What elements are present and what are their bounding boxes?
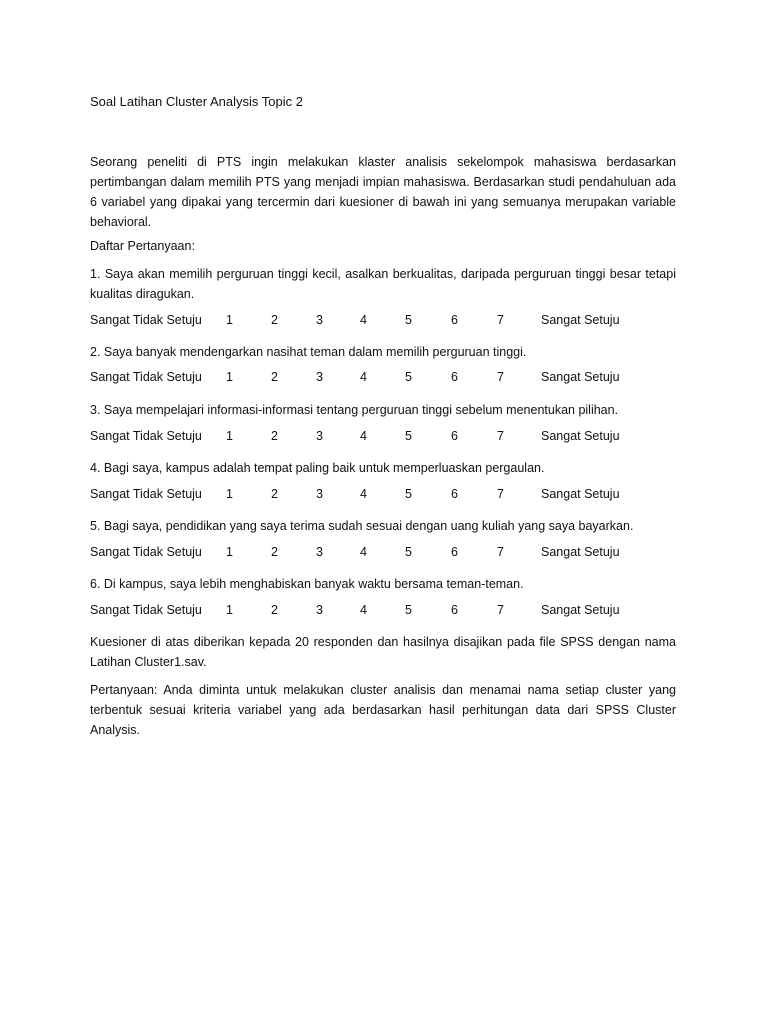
scale-option-1: 1 [226, 545, 233, 559]
question-3: 3. Saya mempelajari informasi-informasi tentang perguruan tinggi sebelum menentukan pilihan. [90, 403, 619, 417]
scale-left-label: Sangat Tidak Setuju [90, 487, 202, 501]
scale-option-6: 6 [451, 603, 458, 617]
scale-right-label: Sangat Setuju [541, 313, 620, 327]
scale-option-3: 3 [316, 370, 323, 384]
likert-scale-5 [90, 545, 650, 565]
scale-option-1: 1 [226, 487, 233, 501]
scale-option-1: 1 [226, 429, 233, 443]
scale-left-label: Sangat Tidak Setuju [90, 370, 202, 384]
likert-scale-2 [90, 370, 650, 390]
intro-paragraph: Seorang peneliti di PTS ingin melakukan klaster analisis sekelompok mahasiswa berdasarkan pertimbangan dalam memilih PTS yang menjadi impian mahasiswa. Berdasarkan studi pendahuluan ada 6 variabel yang dipakai yang tercermin dari kuesioner di bawah ini yang semuanya merupakan variable behavioral. [90, 155, 676, 229]
scale-option-2: 2 [271, 603, 278, 617]
scale-option-2: 2 [271, 313, 278, 327]
scale-option-4: 4 [360, 545, 367, 559]
scale-option-6: 6 [451, 313, 458, 327]
scale-option-7: 7 [497, 313, 504, 327]
scale-option-4: 4 [360, 603, 367, 617]
document-title: Soal Latihan Cluster Analysis Topic 2 [90, 94, 303, 109]
question-2: 2. Saya banyak mendengarkan nasihat teman dalam memilih perguruan tinggi. [90, 345, 527, 359]
scale-option-5: 5 [405, 487, 412, 501]
scale-option-1: 1 [226, 603, 233, 617]
scale-option-5: 5 [405, 370, 412, 384]
questions-heading: Daftar Pertanyaan: [90, 239, 195, 253]
likert-scale-4 [90, 487, 650, 507]
scale-option-1: 1 [226, 313, 233, 327]
scale-left-label: Sangat Tidak Setuju [90, 603, 202, 617]
likert-scale-3 [90, 429, 650, 449]
question-1: 1. Saya akan memilih perguruan tinggi kecil, asalkan berkualitas, daripada perguruan tinggi besar tetapi kualitas diragukan. [90, 267, 676, 301]
scale-option-4: 4 [360, 370, 367, 384]
scale-option-5: 5 [405, 545, 412, 559]
scale-option-2: 2 [271, 370, 278, 384]
scale-right-label: Sangat Setuju [541, 487, 620, 501]
scale-option-5: 5 [405, 313, 412, 327]
closing-paragraph: Kuesioner di atas diberikan kepada 20 responden dan hasilnya disajikan pada file SPSS dengan nama Latihan Cluster1.sav. [90, 635, 676, 669]
scale-right-label: Sangat Setuju [541, 545, 620, 559]
task-paragraph: Pertanyaan: Anda diminta untuk melakukan cluster analisis dan menamai nama setiap cluster yang terbentuk sesuai kriteria variabel yang ada berdasarkan hasil perhitungan data dari SPSS Cluster Analysis. [90, 683, 676, 737]
question-4: 4. Bagi saya, kampus adalah tempat paling baik untuk memperluaskan pergaulan. [90, 461, 545, 475]
scale-option-4: 4 [360, 487, 367, 501]
scale-option-1: 1 [226, 370, 233, 384]
scale-option-6: 6 [451, 545, 458, 559]
scale-option-7: 7 [497, 487, 504, 501]
scale-option-2: 2 [271, 487, 278, 501]
scale-option-4: 4 [360, 429, 367, 443]
scale-right-label: Sangat Setuju [541, 603, 620, 617]
likert-scale-1 [90, 313, 650, 333]
question-5: 5. Bagi saya, pendidikan yang saya terima sudah sesuai dengan uang kuliah yang saya bayarkan. [90, 519, 634, 533]
scale-option-3: 3 [316, 603, 323, 617]
scale-left-label: Sangat Tidak Setuju [90, 545, 202, 559]
scale-option-3: 3 [316, 487, 323, 501]
scale-option-5: 5 [405, 603, 412, 617]
scale-option-6: 6 [451, 429, 458, 443]
scale-left-label: Sangat Tidak Setuju [90, 429, 202, 443]
scale-option-5: 5 [405, 429, 412, 443]
scale-option-2: 2 [271, 429, 278, 443]
scale-left-label: Sangat Tidak Setuju [90, 313, 202, 327]
scale-option-3: 3 [316, 545, 323, 559]
scale-option-2: 2 [271, 545, 278, 559]
likert-scale-6 [90, 603, 650, 623]
scale-option-7: 7 [497, 429, 504, 443]
question-6: 6. Di kampus, saya lebih menghabiskan banyak waktu bersama teman-teman. [90, 577, 524, 591]
scale-option-4: 4 [360, 313, 367, 327]
scale-option-7: 7 [497, 545, 504, 559]
scale-option-6: 6 [451, 370, 458, 384]
scale-right-label: Sangat Setuju [541, 370, 620, 384]
scale-option-3: 3 [316, 429, 323, 443]
scale-option-7: 7 [497, 370, 504, 384]
scale-right-label: Sangat Setuju [541, 429, 620, 443]
scale-option-6: 6 [451, 487, 458, 501]
scale-option-3: 3 [316, 313, 323, 327]
scale-option-7: 7 [497, 603, 504, 617]
